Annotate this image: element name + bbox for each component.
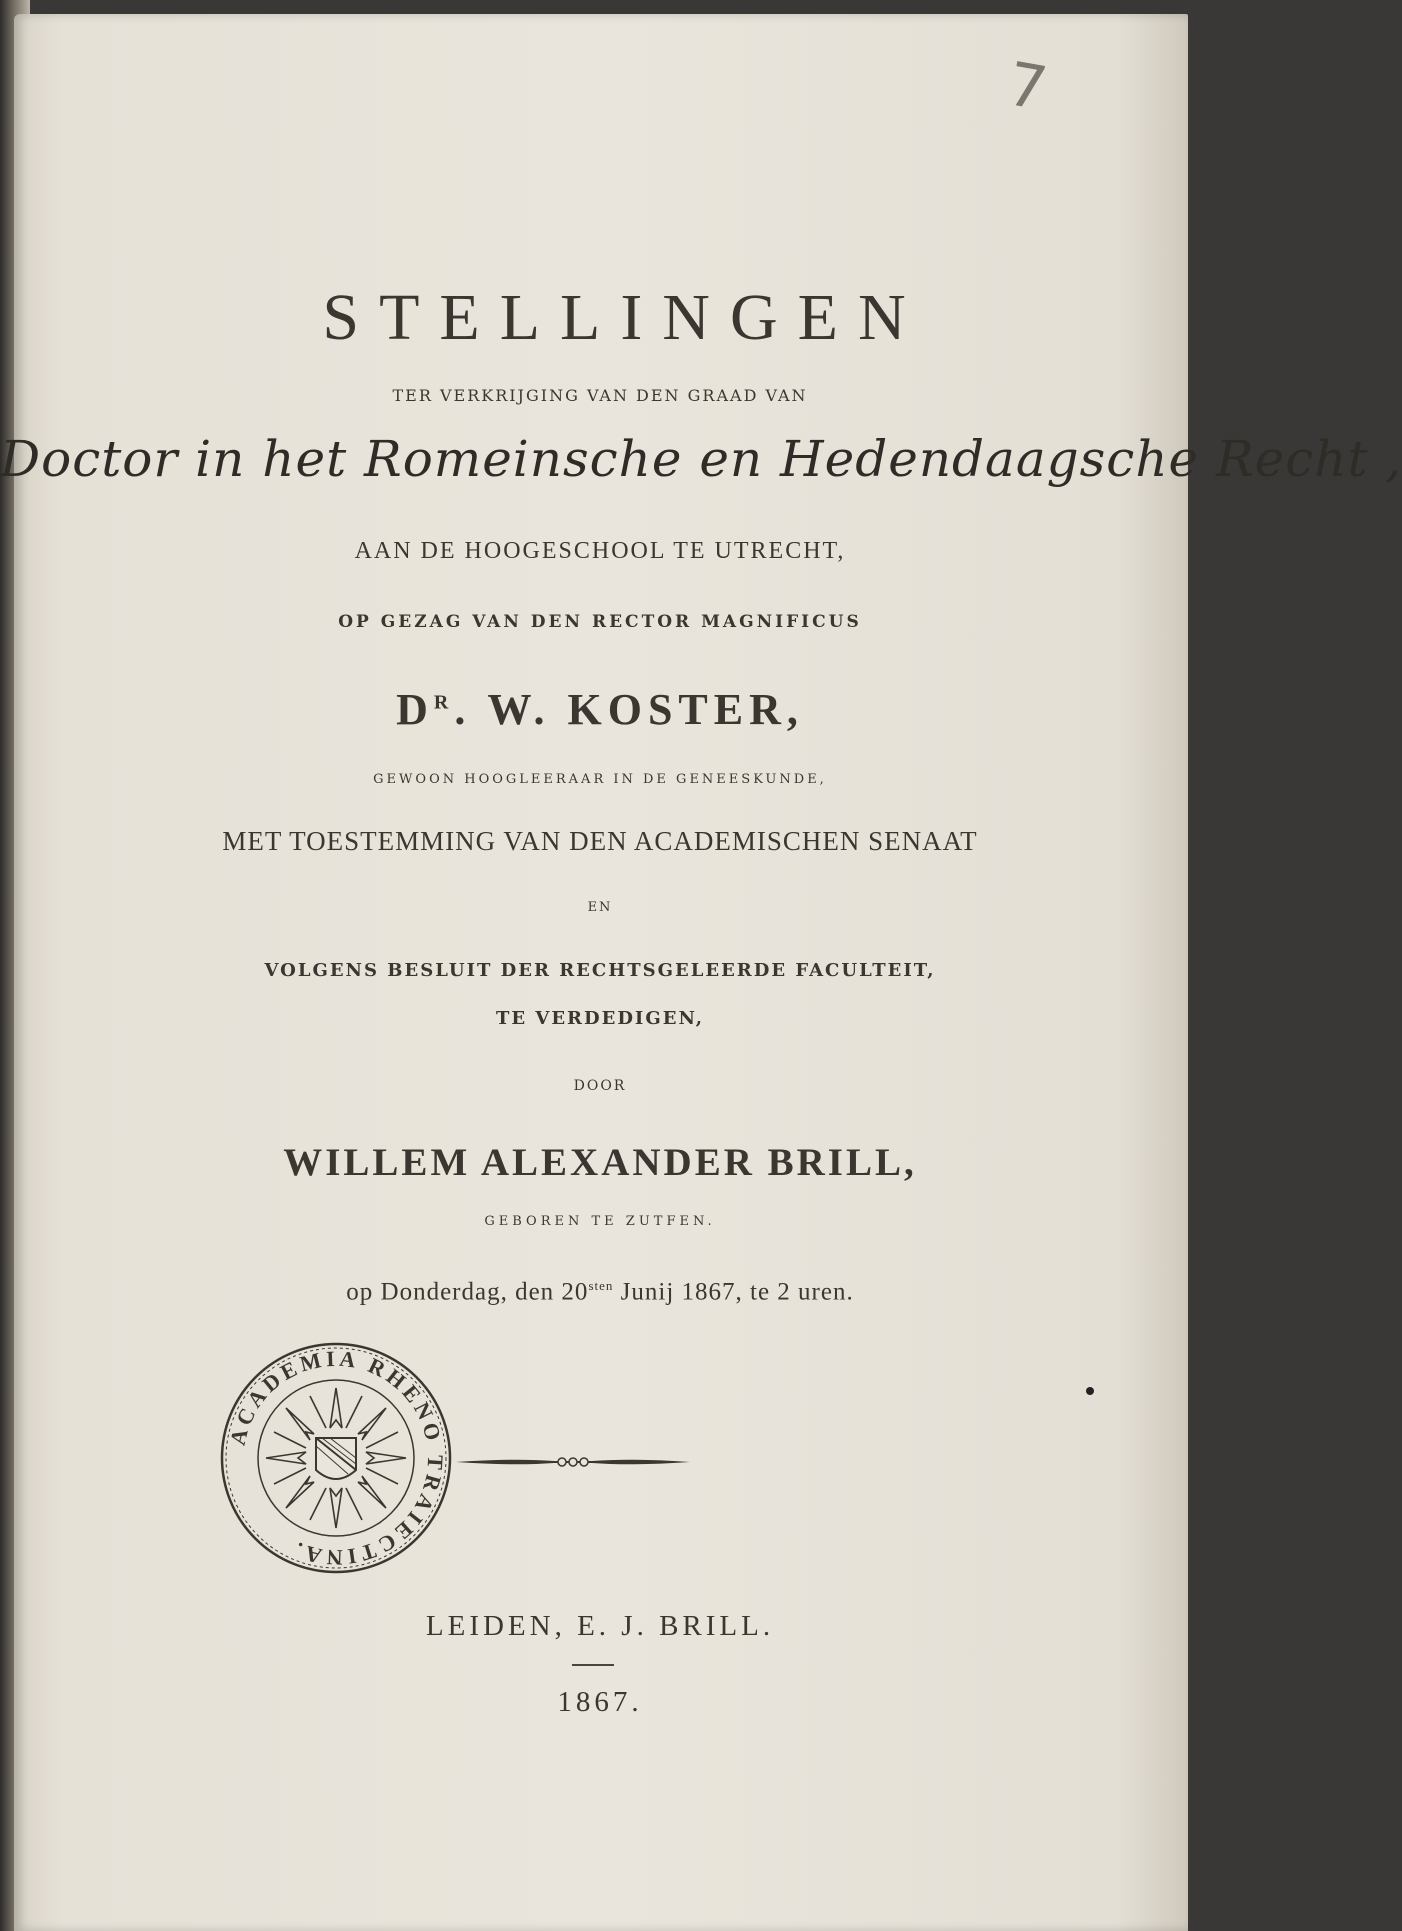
rector-prefix-sup: R <box>433 691 455 714</box>
ink-spot <box>1086 1387 1094 1395</box>
rector-prefix: D <box>396 685 434 734</box>
rector-name-text: . W. KOSTER, <box>454 685 804 734</box>
university-line: AAN DE HOOGESCHOOL TE UTRECHT, <box>354 538 846 564</box>
university-seal <box>218 1340 454 1576</box>
pencil-page-mark: 7 <box>1002 49 1052 125</box>
rector-name <box>0 684 1200 735</box>
birthplace-line: GEBOREN TE ZUTFEN. <box>484 1214 716 1229</box>
defense-date <box>0 1278 1200 1306</box>
page-title: STELLINGEN <box>322 281 926 354</box>
decision-line: VOLGENS BESLUIT DER RECHTSGELEERDE FACULTEIT, <box>264 960 936 981</box>
shield-icon <box>316 1438 356 1479</box>
by-line: DOOR <box>573 1078 627 1094</box>
publication-year: 1867. <box>557 1686 643 1718</box>
defend-line: TE VERDEDIGEN, <box>495 1008 705 1029</box>
authority-line: OP GEZAG VAN DEN RECTOR MAGNIFICUS <box>338 612 862 632</box>
degree-title: Doctor in het Romeinsche en Hedendaagsche Recht , <box>0 430 1402 488</box>
publisher-line: LEIDEN, E. J. BRILL. <box>425 1610 775 1642</box>
date-after: Junij 1867, te 2 uren. <box>613 1278 854 1306</box>
rector-title: GEWOON HOOGLEERAAR IN DE GENEESKUNDE, <box>373 772 827 787</box>
subtitle: TER VERKRIJGING VAN DEN GRAAD VAN <box>392 386 808 405</box>
short-rule <box>572 1664 614 1666</box>
seal-text: ACADEMIA RHENO TRAIECTINA. <box>224 1345 449 1571</box>
ornamental-rule <box>454 1452 692 1472</box>
consent-line: MET TOESTEMMING VAN DEN ACADEMISCHEN SENAAT <box>222 826 978 856</box>
date-before: op Donderdag, den 20 <box>346 1278 589 1306</box>
conjunction-line: EN <box>587 900 613 915</box>
author-name: WILLEM ALEXANDER BRILL, <box>283 1141 917 1184</box>
date-sup: sten <box>588 1278 614 1293</box>
